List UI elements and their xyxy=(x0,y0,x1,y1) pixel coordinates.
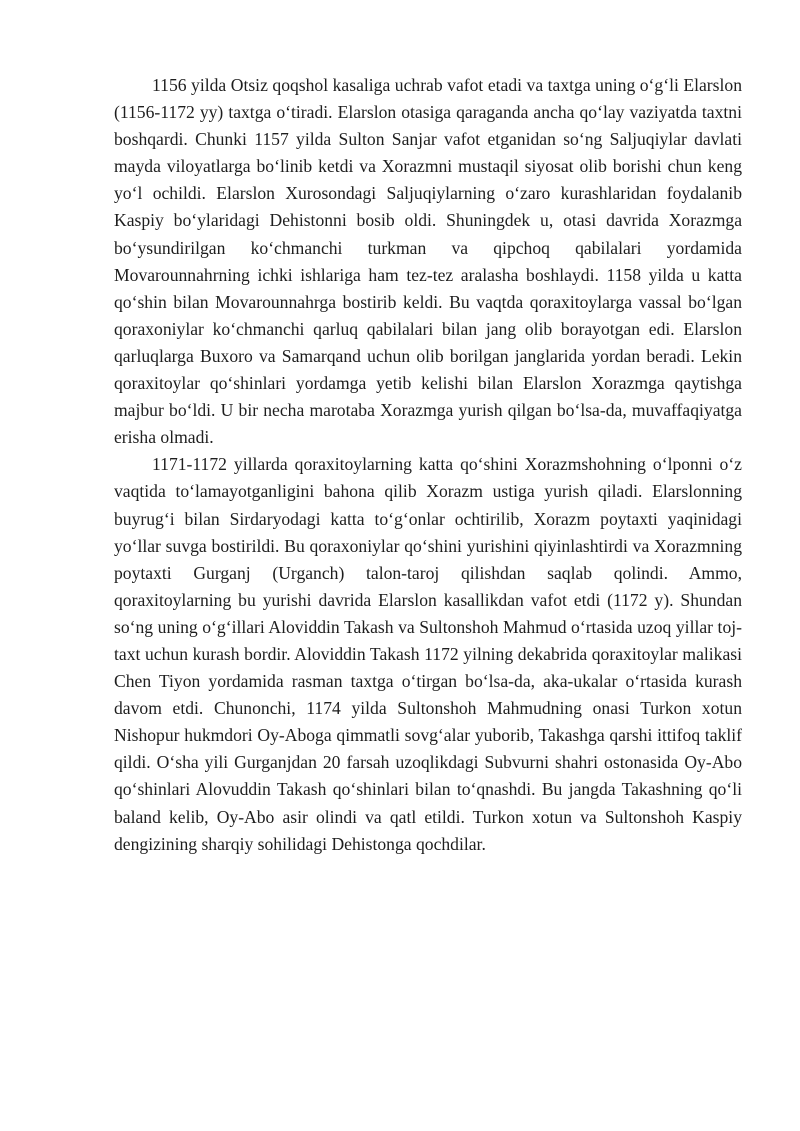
paragraph-2: 1171-1172 yillarda qoraxitoylarning katta qo‘shini Xorazmshohning o‘lponni o‘z vaqtida to‘lamayotganligini bahona qilib Xorazm ustiga yurish qiladi. Elarslonning buyrug‘i bilan Sirdaryodagi katta to‘g‘onlar ochtirilib, Xorazm poytaxti yaqinidagi yo‘llar suvga bostirildi. Bu qoraxoniylar qo‘shini yurishini qiyinlashtirdi va Xorazmning poytaxti Gurganj (Urganch) talon-taroj qilishdan saqlab qolindi. Ammo, qoraxitoylarning bu yurishi davrida Elarslon kasallikdan vafot etdi (1172 y). Shundan so‘ng uning o‘g‘illari Aloviddin Takash va Sultonshoh Mahmud o‘rtasida uzoq yillar toj-taxt uchun kurash bordir. Aloviddin Takash 1172 yilning dekabrida qoraxitoylar malikasi Chen Tiyon yordamida rasman taxtga o‘tirgan bo‘lsa-da, aka-ukalar o‘rtasida kurash davom etdi. Chunonchi, 1174 yilda Sultonshoh Mahmudning onasi Turkon xotun Nishopur hukmdori Oy-Aboga qimmatli sovg‘alar yuborib, Takashga qarshi ittifoq taklif qildi. O‘sha yili Gurganjdan 20 farsah uzoqlikdagi Subvurni shahri ostonasida Oy-Abo qo‘shinlari Alovuddin Takash qo‘shinlari bilan to‘qnashdi. Bu jangda Takashning qo‘li baland kelib, Oy-Abo asir olindi va qatl etildi. Turkon xotun va Sultonshoh Kaspiy dengizining sharqiy sohilidagi Dehistonga qochdilar. xyxy=(114,454,742,854)
paragraph-1: 1156 yilda Otsiz qoqshol kasaliga uchrab vafot etadi va taxtga uning o‘g‘li Elarslon (1156-1172 yy) taxtga o‘tiradi. Elarslon otasiga qaraganda ancha qo‘lay vaziyatda taxtni boshqardi. Chunki 1157 yilda Sulton Sanjar vafot etganidan so‘ng Saljuqiylar davlati mayda viloyatlarga bo‘linib ketdi va Xorazmni mustaqil siyosat olib borishi chun keng yo‘l ochildi. Elarslon Xurosondagi Saljuqiylarning o‘zaro kurashlaridan foydalanib Kaspiy bo‘ylaridagi Dehistonni bosib oldi. Shuningdek u, otasi davrida Xorazmga bo‘ysundirilgan ko‘chmanchi turkman va qipchoq qabilalari yordamida Movarounnahrning ichki ishlariga ham tez-tez aralasha boshlaydi. 1158 yilda u katta qo‘shin bilan Movarounnahrga bostirib keldi. Bu vaqtda qoraxitoylarga vassal bo‘lgan qoraxoniylar ko‘chmanchi qarluq qabilalari bilan jang olib borayotgan edi. Elarslon qarluqlarga Buxoro va Samarqand uchun olib borilgan janglarida yordan beradi. Lekin qoraxitoylar qo‘shinlari yordamga yetib kelishi bilan Elarslon Xorazmga qaytishga majbur bo‘ldi. U bir necha marotaba Xorazmga yurish qilgan bo‘lsa-da, muvaffaqiyatga erisha olmadi. xyxy=(114,75,742,448)
document-page xyxy=(114,72,742,858)
